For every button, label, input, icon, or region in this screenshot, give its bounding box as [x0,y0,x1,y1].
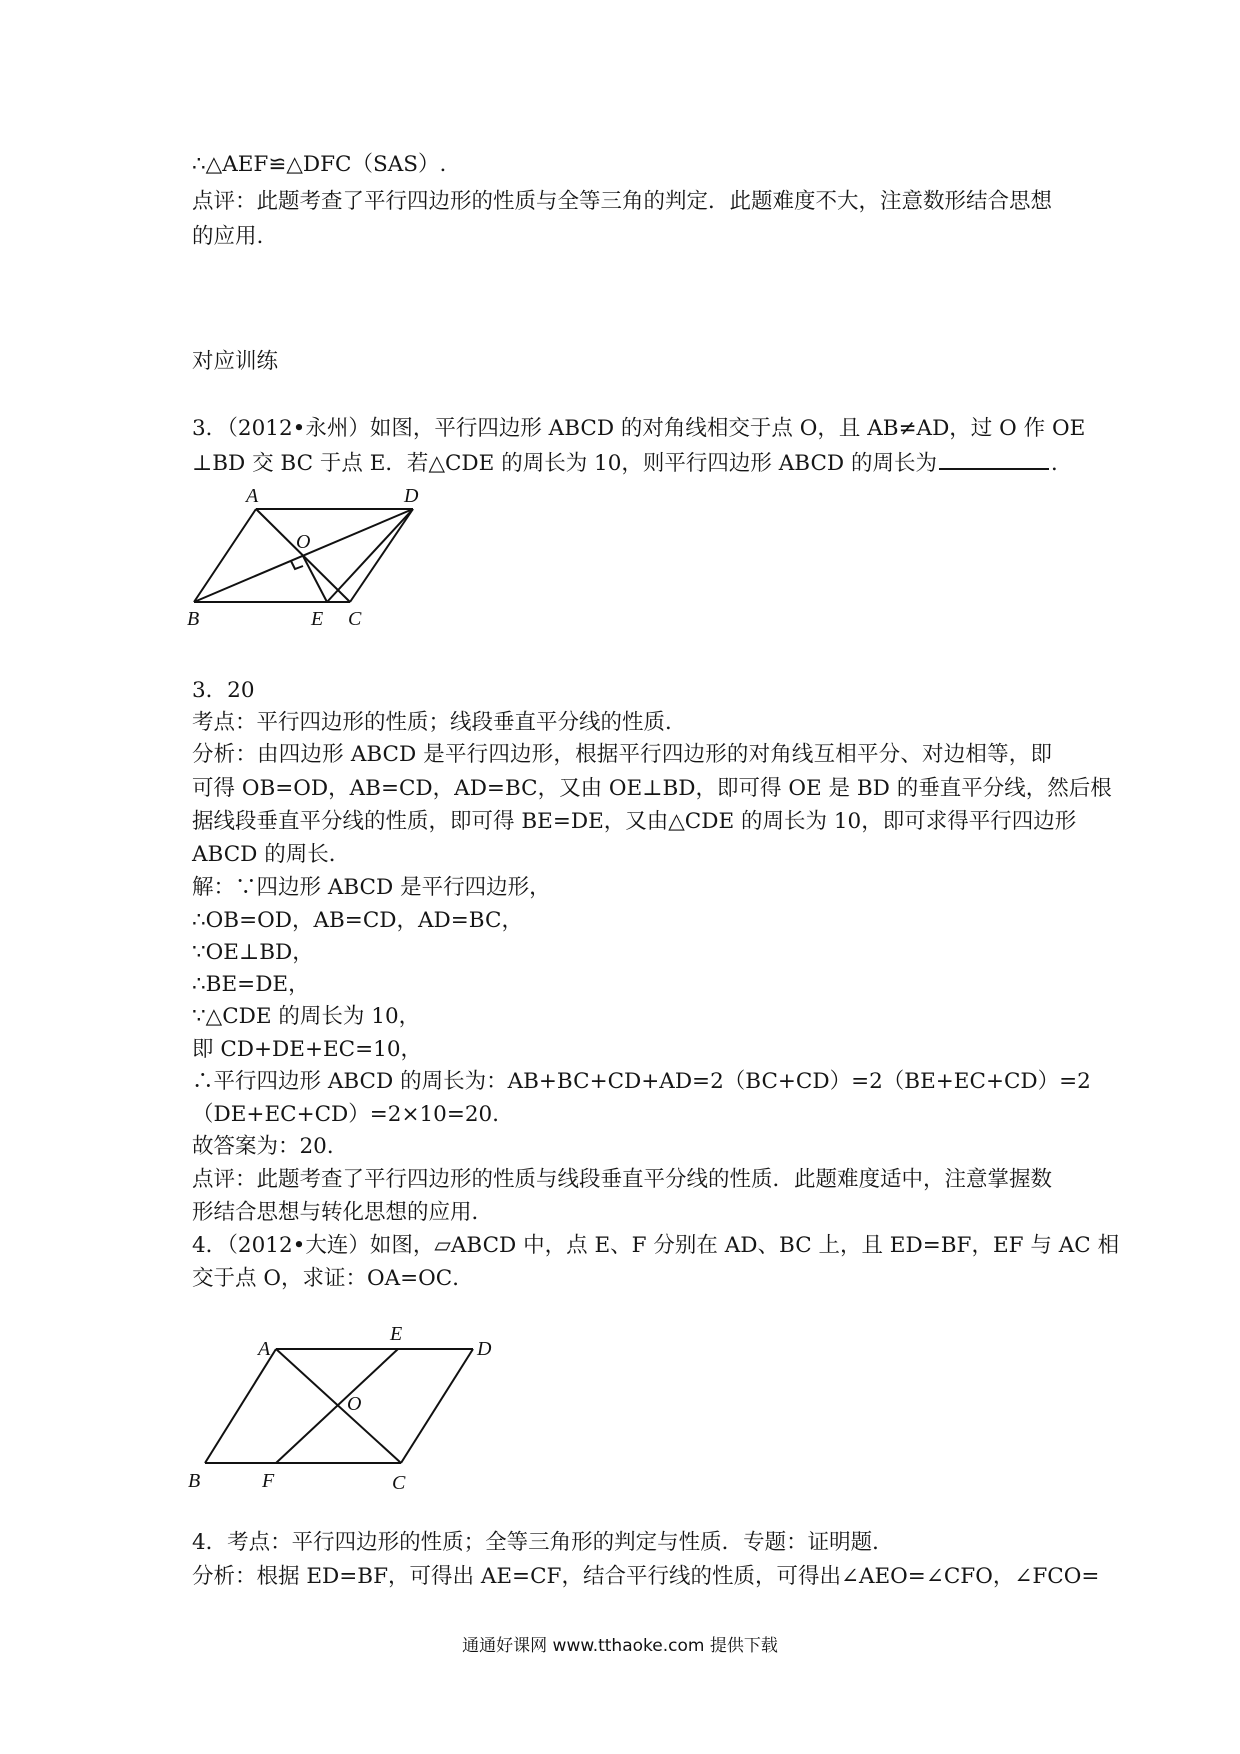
analysis-line: ABCD 的周长． [192,842,351,867]
label-e: E [390,1323,403,1345]
comment-line: 形结合思想与转化思想的应用． [192,1200,494,1225]
analysis-line: 据线段垂直平分线的性质，即可得 BE=DE，又由△CDE 的周长为 10，即可求得平行四边形 [192,809,1077,834]
analysis-line: 可得 OB=OD，AB=CD，AD=BC，又由 OE⊥BD，即可得 OE 是 BD 的垂直平分线，然后根 [192,776,1112,801]
solution-step: ∵OE⊥BD， [192,940,314,965]
edge-dc [401,1349,473,1463]
comment-line: 点评：此题考查了平行四边形的性质与全等三角的判定．此题难度不大，注意数形结合思想 [192,189,1053,214]
edge-ab [205,1349,276,1463]
problem-3-line: 3．（2012•永州）如图，平行四边形 ABCD 的对角线相交于点 O，且 AB≠AD，过 O 作 OE [192,416,1086,441]
problem-4-line: 交于点 O，求证：OA=OC． [192,1266,474,1291]
comment-line: 的应用. [192,224,264,249]
label-a: A [258,1338,271,1360]
label-b: B [187,608,200,630]
answer-3: 3．20 [192,678,255,703]
kaodian-3: 考点：平行四边形的性质；线段垂直平分线的性质． [192,710,687,735]
analysis-line: 分析：由四边形 ABCD 是平行四边形，根据平行四边形的对角线互相平分、对边相等，即 [192,742,1052,767]
label-d: D [477,1338,492,1360]
kaodian-4: 4．考点：平行四边形的性质；全等三角形的判定与性质．专题：证明题． [192,1530,894,1555]
comment-line: 点评：此题考查了平行四边形的性质与线段垂直平分线的性质．此题难度适中，注意掌握数 [192,1167,1053,1192]
analysis-line: 分析：根据 ED=BF，可得出 AE=CF，结合平行线的性质，可得出∠AEO=∠CFO，∠FCO= [192,1564,1100,1589]
solution-step: 即 CD+DE+EC=10， [192,1037,423,1062]
page-footer: 通通好课网 www.tthaoke.com 提供下载 [462,1636,778,1656]
problem-3-end: ． [1050,451,1073,476]
solution-step: ∵△CDE 的周长为 10， [192,1004,421,1029]
problem-4-line: 4．（2012•大连）如图，▱ABCD 中，点 E、F 分别在 AD、BC 上，且 ED=BF，EF 与 AC 相 [192,1233,1120,1258]
label-e: E [311,608,324,630]
solution-step: ∴BE=DE， [192,972,310,997]
answer-line: 故答案为：20． [192,1134,349,1159]
label-b: B [188,1470,201,1492]
problem-3-text: ⊥BD 交 BC 于点 E．若△CDE 的周长为 10，则平行四边形 ABCD 的周长为 [192,451,937,476]
label-a: A [246,485,259,507]
solution-step: ∴平行四边形 ABCD 的周长为：AB+BC+CD+AD=2（BC+CD）=2（BE+EC+CD）=2 [192,1069,1091,1094]
label-o: O [296,531,311,553]
label-f: F [262,1470,275,1492]
section-title: 对应训练 [192,349,279,374]
solution-step: （DE+EC+CD）=2×10=20． [192,1102,514,1127]
solution-step: 解：∵四边形 ABCD 是平行四边形， [192,875,551,900]
label-o: O [347,1393,362,1415]
label-c: C [348,608,362,630]
label-c: C [392,1472,406,1494]
congruence-conclusion: ∴△AEF≌△DFC（SAS）. [192,152,447,177]
solution-step: ∴OB=OD，AB=CD，AD=BC， [192,908,523,933]
label-d: D [404,485,419,507]
